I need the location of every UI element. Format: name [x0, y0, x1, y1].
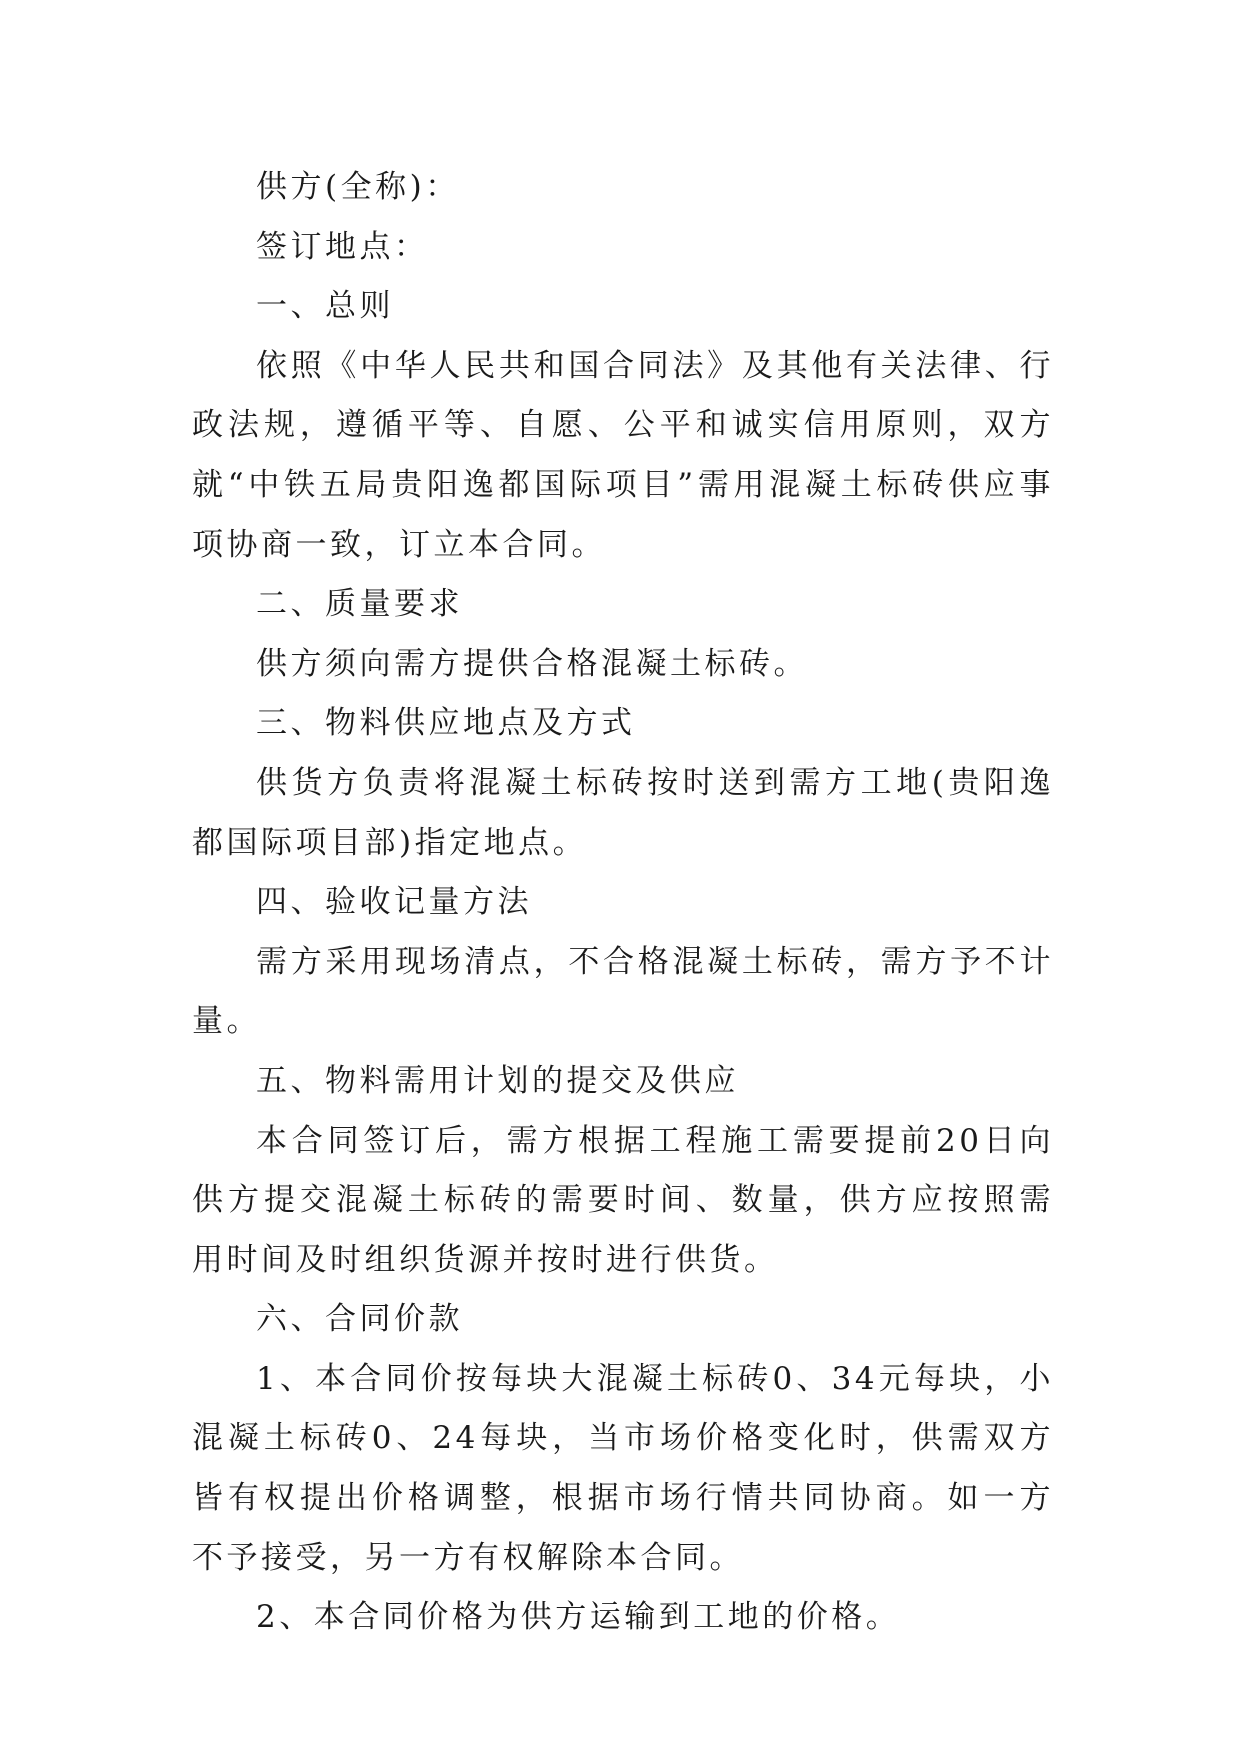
paragraph-price-clause-1: 1、本合同价按每块大混凝土标砖0、34元每块，小混凝土标砖0、24每块，当市场价格变化时，供需双方皆有权提出价格调整，根据市场行情共同协商。如一方不予接受，另一方有权解除本合同。 — [192, 1360, 1054, 1576]
paragraph-quality: 供方须向需方提供合格混凝土标砖。 — [256, 645, 808, 682]
paragraph-price-clause-2: 2、本合同价格为供方运输到工地的价格。 — [256, 1599, 901, 1636]
section-heading-contract-price: 六、合同价款 — [256, 1301, 463, 1338]
section-heading-material-plan: 五、物料需用计划的提交及供应 — [256, 1062, 739, 1099]
paragraph-acceptance: 需方采用现场清点，不合格混凝土标砖，需方予不计量。 — [192, 943, 1054, 1040]
section-heading-quality: 二、质量要求 — [256, 586, 463, 623]
paragraph-general: 依照《中华人民共和国合同法》及其他有关法律、行政法规，遵循平等、自愿、公平和诚实信用原则，双方就“中铁五局贵阳逸都国际项目”需用混凝土标砖供应事项协商一致，订立本合同。 — [192, 347, 1054, 563]
paragraph-material-plan: 本合同签订后，需方根据工程施工需要提前20日向供方提交混凝土标砖的需要时间、数量，供方应按照需用时间及时组织货源并按时进行供货。 — [192, 1122, 1054, 1278]
section-heading-general: 一、总则 — [256, 288, 394, 325]
supplier-name-line: 供方(全称)： — [256, 169, 460, 205]
section-heading-supply-location: 三、物料供应地点及方式 — [256, 705, 636, 742]
document-body — [192, 158, 1054, 1648]
section-heading-acceptance: 四、验收记量方法 — [256, 884, 532, 921]
paragraph-supply-location: 供货方负责将混凝土标砖按时送到需方工地(贵阳逸都国际项目部)指定地点。 — [192, 764, 1054, 861]
signing-location-line: 签订地点： — [256, 228, 429, 265]
